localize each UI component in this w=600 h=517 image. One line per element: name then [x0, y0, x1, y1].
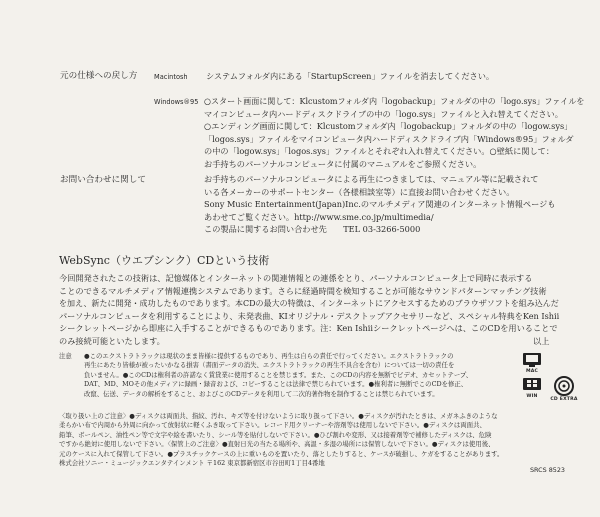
handling-line: 柔らかい布で内周から外周に向かって放射状に軽くふき取って下さい。レコード用クリーナーや溶剤等は使用しないで下さい。●ディスクは両面共、	[59, 421, 486, 430]
websync-heading: WebSync（ウエブシンク）CDという技術	[59, 254, 270, 267]
cd-extra-icon	[549, 376, 579, 396]
restore-windows-text	[204, 95, 584, 171]
websync-line: シークレットページから即座に入手することができるものであります。注：Ken Ishiiシークレットページへは、このCDを用いることで	[59, 323, 558, 334]
win-logo	[520, 377, 544, 399]
restore-mac-os: Macintosh	[154, 73, 188, 81]
websync-body	[59, 272, 559, 348]
notice-body	[84, 352, 514, 399]
restore-windows-line: ○エンディング画面に関して：Klcustomフォルダ内「logobackup」フォルダの中の「logow.sys」	[204, 121, 573, 132]
notice-line: DAT、MD、MOその他メディアに録画・録音および、コピーすることは法律で禁じられています。●権利者に無断でこのCDを修正、	[84, 380, 468, 389]
contact-text	[204, 173, 584, 236]
notice-line: ●このエクストラトラックは現状のまま皆様に提供するものであり、再生は自らの責任で行ってください。エクストラトラックの	[84, 352, 454, 360]
handling-company: 株式会社ソニー・ミュージックエンタテインメント 〒162 東京都新宿区市谷田町1丁目4番地	[59, 459, 325, 468]
contact-line: いる各メーカーのサポートセンター（各様相談室等）に直接お問い合わせください。	[204, 186, 515, 197]
cd-extra-logo-label: CD EXTRA	[550, 397, 578, 402]
win-logo-label: WIN	[526, 394, 538, 399]
restore-label: 元の仕様への戻し方	[60, 71, 138, 81]
windows-icon	[520, 377, 544, 393]
notice-label: 注意	[59, 352, 72, 360]
restore-windows-line: マイコンピュータ内ハードディスクドライブの中の「logo.sys」ファイルと入れ替えてください。	[204, 108, 563, 119]
handling-line: 元のケースに入れて保管して下さい。●プラスチックケースの上に重いものを置いたり、落としたりすると、ケースが破損し、ケガをすることがあります。	[59, 449, 504, 458]
websync-line: ことのできるマルチメディア情報連携システムであります。さらに経過時間を検知することが可能なサウンドパターンマッチング技術	[59, 285, 547, 296]
restore-mac-text: システムフォルダ内にある「StartupScreen」ファイルを消去してください。	[206, 71, 495, 81]
mac-icon	[520, 352, 544, 368]
contact-line: あわせてご覧ください。http://www.sme.co.jp/multimedia/	[204, 211, 434, 222]
restore-windows-line: の中の「logow.sys」「logos.sys」ファイルとそれぞれ入れ替えてください。○壁紙に関して：	[204, 146, 555, 157]
contact-line: お手持ちのパーソナルコンピュータによる再生につきましては、マニュアル等に記載されて	[204, 174, 539, 184]
notice-line: 再生にあたり皆様が被ったいかなる損害（書面データの消失、エクストラトラックの再生不具合を含む）については一切の責任を	[84, 361, 455, 370]
restore-windows-line: お手持ちのパーソナルコンピュータに付属のマニュアルをご参照ください。	[204, 158, 482, 169]
contact-label: お問い合わせに関して	[60, 175, 146, 185]
notice-line: 改竄、伝送、データの解析をすること、およびこのCDデータを利用して二次的著作物を制作することは禁じられています。	[84, 389, 439, 398]
restore-windows-line: 「logos.sys」ファイルをマイコンピュータ内ハードディスクドライブ内「Windows®95」フォルダ	[204, 133, 574, 144]
contact-line: Sony Music Entertainment(Japan)Inc.のマルチメディア関連のインターネット情報ページも	[204, 199, 556, 210]
handling-body	[59, 412, 579, 468]
websync-line: を加え、新たに開発・成功したものであります。本CDの最大の特徴は、インターネットにアクセスするためのブラウザソフトを組み込んだ	[59, 298, 559, 309]
websync-line: 今回開発されたこの技術は、記憶媒体とインターネットの関連情報との連係をとり、パーソナルコンピュータ上で同時に表示する	[59, 273, 533, 283]
restore-windows-line: ○スタート画面に関して：Klcustomフォルダ内「logobackup」フォルダの中の「logo.sys」ファイルを	[204, 96, 585, 106]
restore-windows-os: Windows®95	[154, 98, 199, 106]
websync-line: のみ接続可能といたします。	[59, 335, 165, 346]
mac-logo-label: MAC	[525, 369, 539, 374]
handling-line: 鉛筆、ボールペン、油性ペン等で文字や絵を書いたり、シール等を貼付しないで下さい。●ひび割れや変形、又は接着剤等で補修したディスクは、危険	[59, 430, 492, 439]
notice-line: 負いません。●このCDは権利者の許諾なく賃貸業に使用することを禁じます。また、このCDの内容を無断でビデオ、カセットテープ、	[84, 370, 473, 379]
catalog-number: SRCS 8523	[530, 466, 565, 474]
cd-extra-logo	[549, 376, 579, 402]
handling-line: ですから絶対に使用しないで下さい。〈保管上のご注意〉●直射日光の当たる場所や、高温・多湿の場所には保管しないで下さい。●ディスクは使用後、	[59, 440, 495, 449]
mac-logo	[520, 352, 544, 374]
contact-line: この製品に関するお問い合わせ先 TEL 03-3266-5000	[204, 224, 421, 235]
handling-line: 〈取り扱い上のご注意〉●ディスクは両面共、指紋、汚れ、キズ等を付けないように取り扱って下さい。●ディスクが汚れたときは、メガネふきのような	[59, 412, 498, 420]
websync-line: パーソナルコンピュータを利用することにより、未発表曲、KIオリジナル・デスクトップアクセサリーなど、スペシャル特典をKen Ishii	[59, 310, 560, 321]
websync-end-mark: 以上	[533, 336, 550, 346]
